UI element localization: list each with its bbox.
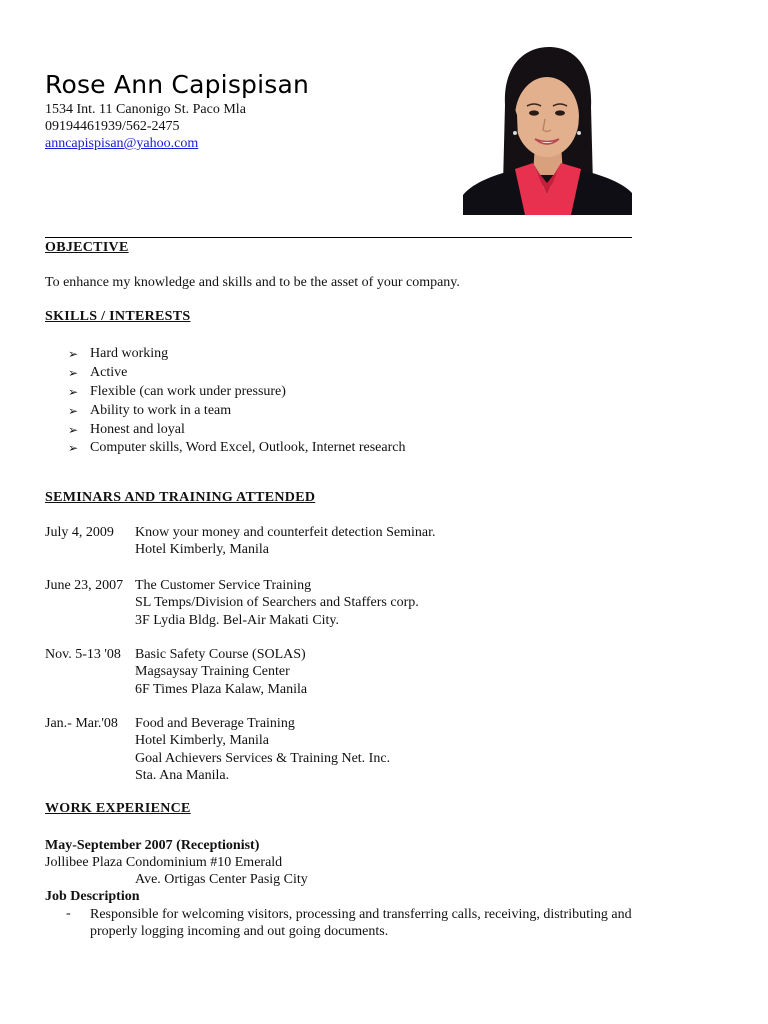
seminar-date: July 4, 2009 bbox=[45, 525, 114, 540]
seminar-line: Know your money and counterfeit detection Seminar. bbox=[135, 525, 436, 540]
work-company-line2: Ave. Ortigas Center Pasig City bbox=[135, 872, 308, 887]
skill-text: Honest and loyal bbox=[90, 421, 185, 437]
skill-text: Ability to work in a team bbox=[90, 402, 232, 418]
portrait-illustration bbox=[463, 45, 632, 215]
skill-text: Computer skills, Word Excel, Outlook, Internet research bbox=[90, 440, 406, 456]
list-item bbox=[68, 364, 405, 383]
seminar-line: Magsaysay Training Center bbox=[135, 664, 290, 680]
seminar-line: Goal Achievers Services & Training Net. Inc. bbox=[135, 750, 391, 766]
seminars-heading: SEMINARS AND TRAINING ATTENDED bbox=[45, 490, 316, 505]
list-item bbox=[68, 383, 405, 402]
skills-heading: SKILLS / INTERESTS bbox=[45, 309, 191, 324]
seminar-date: Nov. 5-13 '08 bbox=[45, 647, 121, 662]
applicant-name: Rose Ann Capispisan bbox=[45, 70, 310, 99]
seminar-line: Hotel Kimberly, Manila bbox=[135, 733, 270, 749]
objective-text: To enhance my knowledge and skills and to be the asset of your company. bbox=[45, 275, 460, 290]
email-link[interactable]: anncapispisan@yahoo.com bbox=[45, 136, 199, 151]
skill-text: Active bbox=[90, 365, 128, 381]
list-item bbox=[68, 439, 405, 458]
skill-text: Hard working bbox=[90, 346, 169, 362]
seminar-line: 3F Lydia Bldg. Bel-Air Makati City. bbox=[135, 612, 340, 628]
list-item bbox=[68, 345, 405, 364]
skill-text: Flexible (can work under pressure) bbox=[90, 383, 286, 399]
work-heading: WORK EXPERIENCE bbox=[45, 801, 191, 816]
job-description-line1: Responsible for welcoming visitors, processing and transferring calls, receiving, distributing and bbox=[90, 907, 632, 922]
seminar-line: SL Temps/Division of Searchers and Staffers corp. bbox=[135, 595, 419, 611]
seminar-date: Jan.- Mar.'08 bbox=[45, 716, 118, 731]
list-item bbox=[68, 401, 405, 420]
arrowhead-icon: ➢ bbox=[68, 422, 79, 437]
seminar-line: Basic Safety Course (SOLAS) bbox=[135, 647, 306, 662]
list-item bbox=[68, 420, 405, 439]
header-divider bbox=[45, 237, 632, 238]
arrowhead-icon: ➢ bbox=[68, 347, 79, 362]
seminar-line: 6F Times Plaza Kalaw, Manila bbox=[135, 681, 308, 697]
address-line: 1534 Int. 11 Canonigo St. Paco Mla bbox=[45, 102, 246, 117]
skills-list bbox=[68, 345, 405, 458]
arrowhead-icon: ➢ bbox=[68, 366, 79, 381]
arrowhead-icon: ➢ bbox=[68, 403, 79, 418]
work-company-line1: Jollibee Plaza Condominium #10 Emerald bbox=[45, 855, 283, 870]
arrowhead-icon: ➢ bbox=[68, 384, 79, 399]
applicant-photo bbox=[463, 45, 632, 215]
seminar-line: Hotel Kimberly, Manila bbox=[135, 542, 270, 558]
arrowhead-icon: ➢ bbox=[68, 441, 79, 456]
phone-line: 09194461939/562-2475 bbox=[45, 119, 180, 134]
seminar-date: June 23, 2007 bbox=[45, 578, 124, 593]
dash-bullet: - bbox=[66, 906, 71, 921]
seminar-line: Food and Beverage Training bbox=[135, 716, 295, 731]
objective-heading: OBJECTIVE bbox=[45, 240, 129, 255]
work-period: May-September 2007 (Receptionist) bbox=[45, 838, 260, 853]
job-description-line2: properly logging incoming and out going documents. bbox=[90, 924, 389, 939]
seminar-line: The Customer Service Training bbox=[135, 578, 312, 593]
seminar-line: Sta. Ana Manila. bbox=[135, 767, 230, 783]
job-description-heading: Job Description bbox=[45, 889, 140, 904]
